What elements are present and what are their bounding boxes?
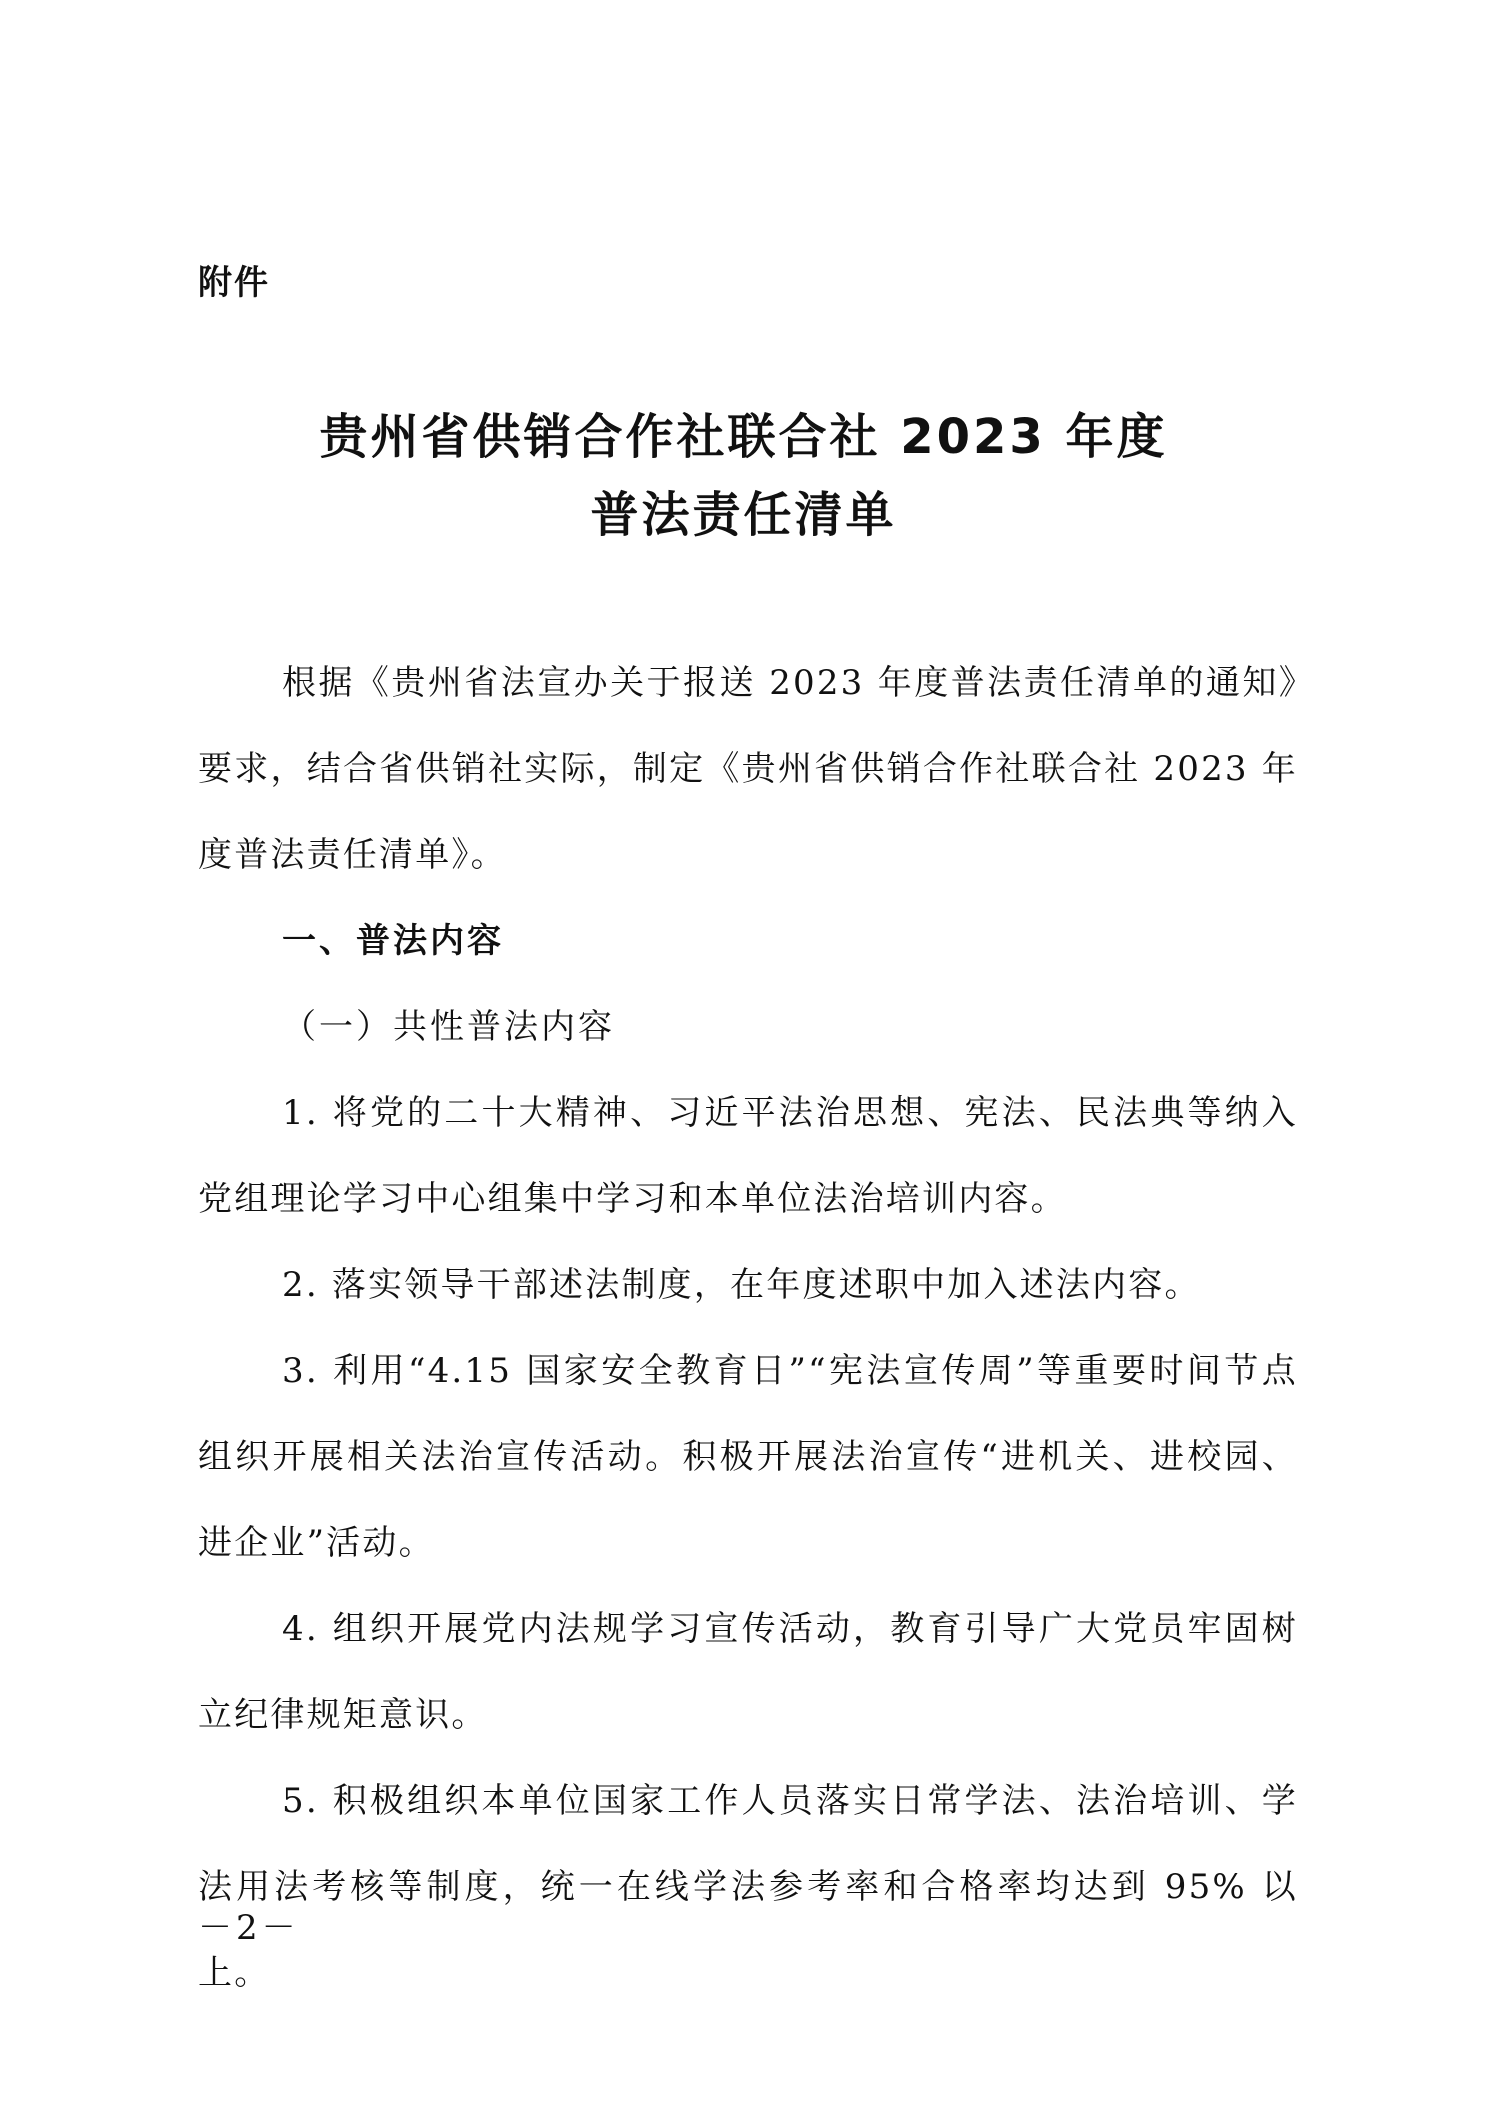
intro-paragraph: 根据《贵州省法宣办关于报送 2023 年度普法责任清单的通知》要求，结合省供销社实际，制定《贵州省供销合作社联合社 2023 年度普法责任清单》。	[198, 663, 1298, 875]
list-item: 4. 组织开展党内法规学习宣传活动，教育引导广大党员牢固树立纪律规矩意识。	[198, 1609, 1298, 1735]
list-item: 2. 落实领导干部述法制度，在年度述职中加入述法内容。	[282, 1265, 1201, 1305]
document-title-line-1: 贵州省供销合作社联合社 2023 年度	[319, 409, 1168, 465]
attachment-label: 附件	[198, 263, 270, 303]
list-item: 1. 将党的二十大精神、习近平法治思想、宪法、民法典等纳入党组理论学习中心组集中学习和本单位法治培训内容。	[198, 1093, 1298, 1219]
document-body	[198, 640, 1298, 2016]
section-heading: 一、普法内容	[282, 921, 504, 961]
subsection-heading: （一）共性普法内容	[282, 1007, 615, 1047]
list-item: 3. 利用“4.15 国家安全教育日”“宪法宣传周”等重要时间节点组织开展相关法治宣传活动。积极开展法治宣传“进机关、进校园、进企业”活动。	[198, 1351, 1298, 1563]
list-item: 5. 积极组织本单位国家工作人员落实日常学法、法治培训、学法用法考核等制度，统一在线学法参考率和合格率均达到 95% 以上。	[198, 1781, 1298, 1993]
page-number: －2－	[198, 1908, 300, 1948]
document-title-line-2: 普法责任清单	[590, 487, 897, 543]
